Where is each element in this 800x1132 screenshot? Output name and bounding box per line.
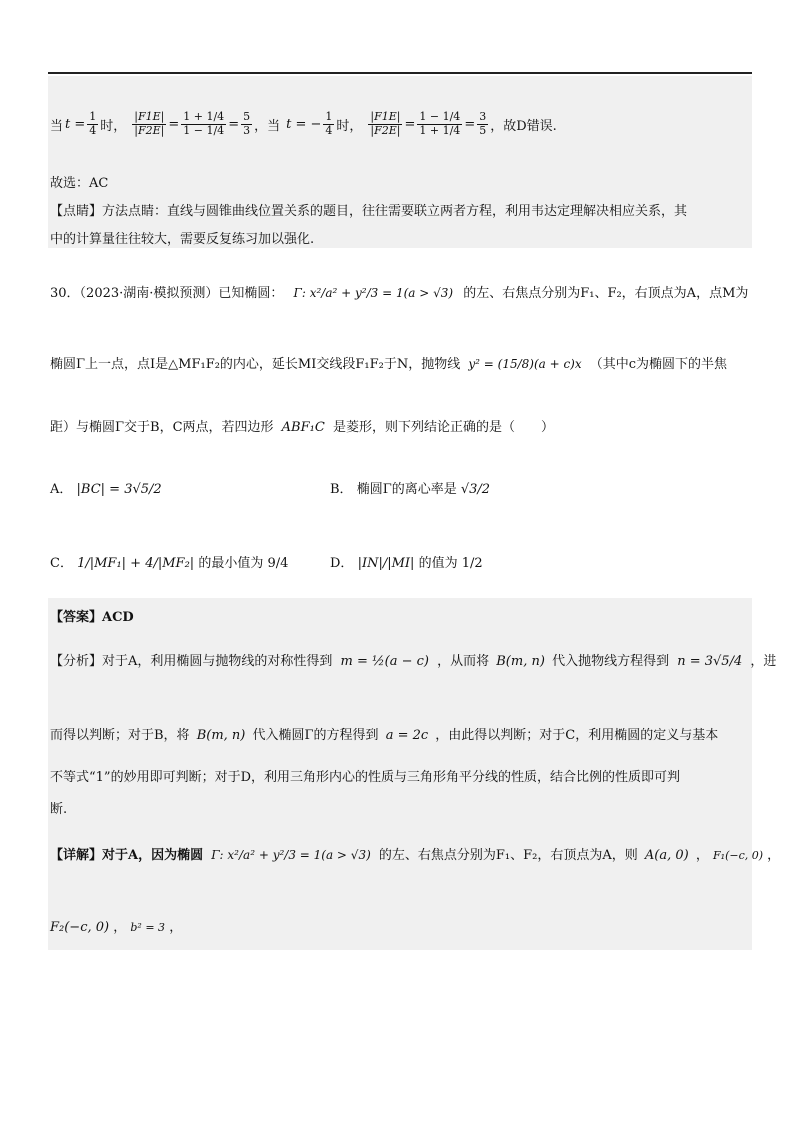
question-line-1: 30．（2023·湖南·模拟预测）已知椭圆： Γ: x²/a² + y²/3 = 1(a > √3) 的左、右焦点分别为F₁、F₂，右顶点为A，点M为 (50, 286, 749, 301)
conclusion-d-wrong: ，故D错误. (490, 118, 557, 134)
tip-line-1: 【点睛】方法点睛：直线与圆锥曲线位置关系的题目，往往需要联立两者方程，利用韦达定理解决相应关系，其 (50, 204, 688, 219)
analysis-line-4: 断. (50, 802, 68, 817)
option-b: B． 椭圆Γ的离心率是 √3/2 (330, 482, 491, 497)
a-equals-2c: a = 2c (385, 728, 429, 743)
case-analysis-line: 当 t = $\frac{1}{4}$ 时， $\frac{|F1E|}{|F2E|}$ = $\frac{1 + 1/4}{1 - 1/4}$ = $\frac{5}{3}$ ，当 t = − $\frac{1}{4}$ 时， $\frac{|F1E|}{|F2E|}$ = $\frac{1 - 1/4}{1 + 1/4}$ = $\frac{3}{5}$ ，故D错误. (50, 109, 557, 137)
option-a-expression: |BC| = 3√5/2 (76, 482, 162, 497)
question-line-3: 距）与椭圆Γ交于B，C两点，若四边形 ABF₁C 是菱形，则下列结论正确的是（ ） (50, 420, 554, 435)
option-b-expression: √3/2 (460, 482, 491, 497)
text-when: 当 (50, 118, 64, 134)
option-c-value: 9/4 (267, 556, 289, 571)
t2-fraction: $\frac{1}{4}$ (325, 109, 333, 137)
ratio-mid-fraction-1: $\frac{1 + 1/4}{1 - 1/4}$ (183, 109, 225, 137)
option-c: C． 1/|MF₁| + 4/|MF₂| 的最小值为 9/4 (50, 556, 289, 571)
option-c-expression: 1/|MF₁| + 4/|MF₂| (77, 556, 195, 571)
question-line-2: 椭圆Γ上一点，点I是△MF₁F₂的内心，延长MI交线段F₁F₂于N，抛物线 y² = (15/8)(a + c)x （其中c为椭圆下的半焦 (50, 357, 728, 372)
analysis-line-2: 而得以判断；对于B，将 B(m, n) 代入椭圆Γ的方程得到 a = 2c ，由此得以判断；对于C，利用椭圆的定义与基本 (50, 728, 719, 743)
option-d: D． |IN|/|MI| 的值为 1/2 (330, 556, 483, 571)
ratio-value-1: $\frac{5}{3}$ (243, 109, 251, 137)
top-rule (48, 72, 752, 74)
b-squared: b² = 3 (130, 921, 166, 934)
text-shi-2: 时， (336, 118, 363, 134)
choice-line: 故选：AC (50, 176, 109, 191)
answer-block (48, 598, 781, 950)
analysis-line-1: 【分析】对于A，利用椭圆与抛物线的对称性得到 m = ½(a − c) ，从而将 B(m, n) 代入抛物线方程得到 n = 3√5/4 ，进 (50, 654, 777, 669)
ratio-value-2: $\frac{3}{5}$ (479, 109, 487, 137)
t1-fraction: $\frac{1}{4}$ (89, 109, 97, 137)
m-equation: m = ½(a − c) (340, 654, 429, 669)
detail-line-1: 【详解】对于A，因为椭圆 Γ: x²/a² + y²/3 = 1(a > √3) 的左、右焦点分别为F₁、F₂，右顶点为A，则 A(a, 0) ， F₁(−c, 0) ， (50, 848, 781, 863)
point-f2: F₂(−c, 0) (50, 920, 110, 935)
detail-line-2: F₂(−c, 0) ， b² = 3 ， (50, 920, 183, 935)
option-a: A． |BC| = 3√5/2 (50, 482, 162, 497)
analysis-line-3: 不等式“1”的妙用即可判断；对于D，利用三角形内心的性质与三角形角平分线的性质，结合比例的性质即可判 (50, 770, 680, 785)
option-d-expression: |IN|/|MI| (357, 556, 415, 571)
parabola-equation: y² = (15/8)(a + c)x (468, 357, 582, 371)
previous-solution-block (48, 76, 752, 248)
ellipse-equation: Γ: x²/a² + y²/3 = 1(a > √3) (293, 286, 454, 300)
tip-line-2: 中的计算量往往较大，需要反复练习加以强化. (50, 232, 315, 247)
point-f1: F₁(−c, 0) (713, 849, 764, 862)
point-a: A(a, 0) (644, 848, 689, 863)
t-equals-neg: t = − (286, 116, 322, 132)
point-b: B(m, n) (496, 654, 545, 669)
ratio-fraction-1: $\frac{|F1E|}{|F2E|}$ (134, 109, 165, 137)
text-shi: 时， (100, 118, 127, 134)
answer-line: 【答案】ACD (50, 610, 134, 625)
ratio-mid-fraction-2: $\frac{1 - 1/4}{1 + 1/4}$ (419, 109, 461, 137)
ratio-fraction-2: $\frac{|F1E|}{|F2E|}$ (370, 109, 401, 137)
text-when-2: ，当 (254, 118, 281, 134)
option-d-value: 1/2 (461, 556, 483, 571)
t-equals: t = (65, 116, 86, 132)
quadrilateral-label: ABF₁C (281, 420, 325, 435)
n-equation: n = 3√5/4 (677, 654, 743, 669)
